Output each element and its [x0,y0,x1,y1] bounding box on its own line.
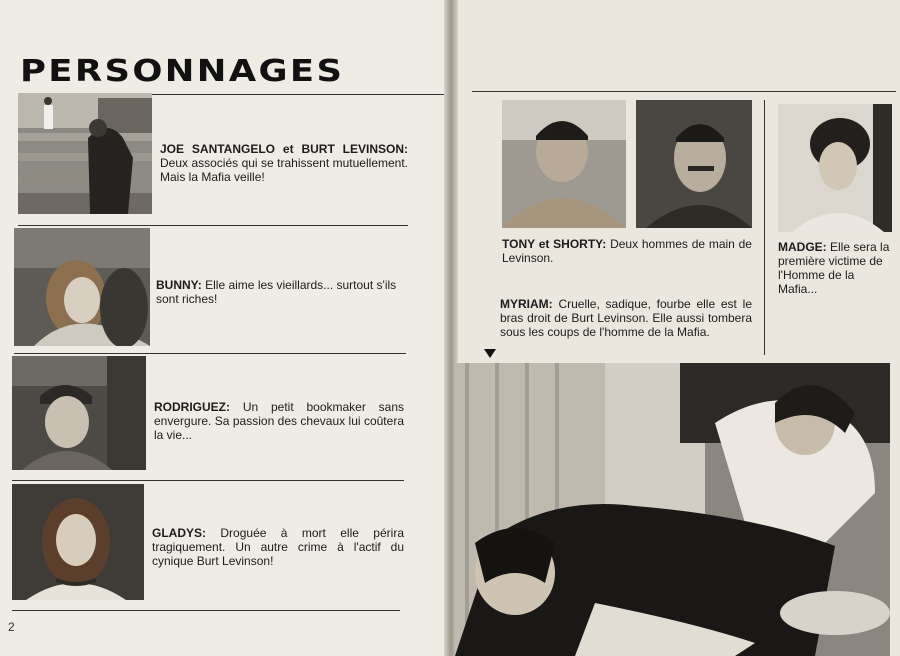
section-title: PERSONNAGES [20,54,345,89]
column-divider [764,100,765,355]
character-description: Cruelle, sadique, fourbe elle est le bras droit de Burt Levinson. Elle aussi tombera sous les coups de l'homme de la Mafia. [500,297,752,339]
character-description: Deux associés qui se trahissent mutuellement. Mais la Mafia veille! [160,156,408,184]
character-name: RODRIGUEZ: [154,400,230,414]
divider-rule [12,480,404,481]
character-description: Elle sera la première victime de l'Homme de la Mafia... [778,240,890,296]
character-description: Un petit bookmaker sans envergure. Sa passion des chevaux lui coûtera la vie... [154,400,405,442]
caption-tony-shorty [502,237,752,265]
divider-rule [18,225,408,226]
photo-shorty [636,100,752,228]
character-name: GLADYS: [152,526,206,540]
character-description: Droguée à mort elle périra tragiquement. Un autre crime à l'actif du cynique Burt Levinson! [152,526,404,568]
caption-madge [778,240,894,296]
character-description: Elle aime les vieillards... surtout s'ils sont riches! [156,278,397,306]
photo-tony [502,100,626,228]
caption-bunny [156,278,406,306]
top-rule [472,91,896,92]
pointer-triangle-icon [484,349,496,358]
caption-myriam [500,297,752,339]
photo-santangelo-levinson [18,93,152,214]
photo-gladys [12,484,144,600]
character-name: MADGE: [778,240,827,254]
photo-rodriguez [12,356,146,470]
caption-gladys [152,526,404,568]
divider-rule [14,353,406,354]
photo-madge [778,104,892,232]
photo-bunny [14,228,150,346]
page-number: 2 [8,620,15,634]
character-name: MYRIAM: [500,297,553,311]
divider-rule [12,610,400,611]
character-name: BUNNY: [156,278,202,292]
caption-santangelo-levinson [160,142,408,184]
character-name: TONY et SHORTY: [502,237,607,251]
character-description: Deux hommes de main de Levinson. [502,237,752,265]
photo-struggle-scene [455,363,890,656]
character-name: JOE SANTANGELO et BURT LEVINSON: [160,142,408,156]
caption-rodriguez [154,400,404,442]
